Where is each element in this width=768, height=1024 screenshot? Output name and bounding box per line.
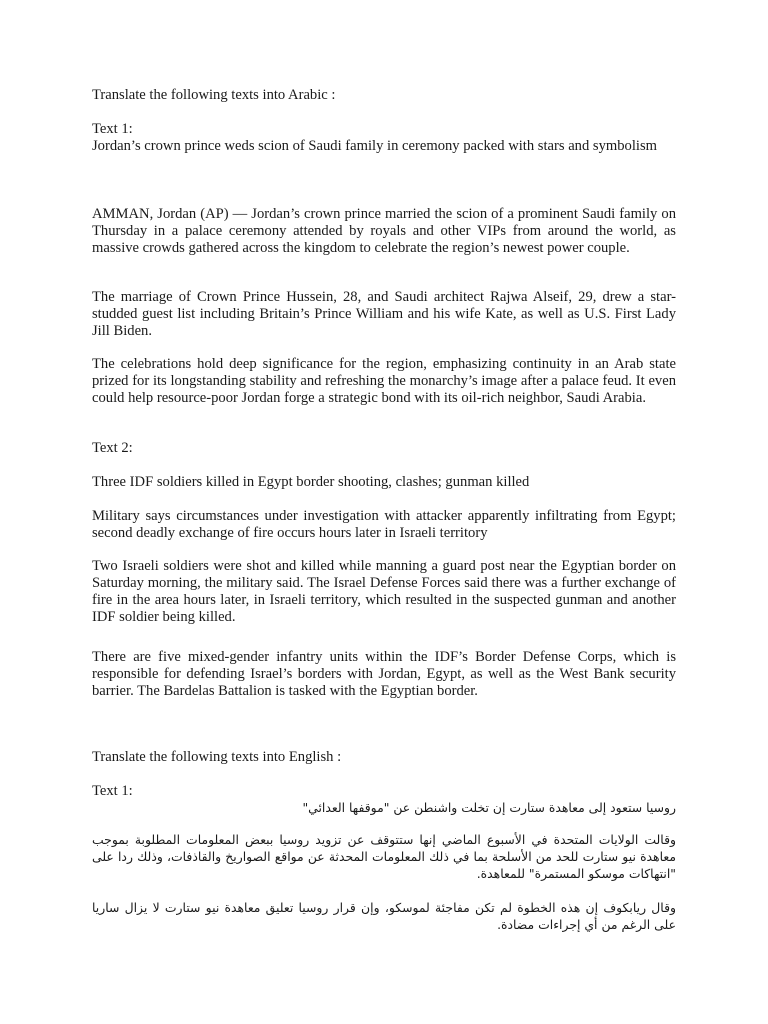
document-page [92, 0, 676, 1024]
instruction-arabic: Translate the following texts into Arabic : [92, 87, 336, 103]
text2-label: Text 2: [92, 440, 133, 456]
arabic-headline: روسيا ستعود إلى معاهدة ستارت إن تخلت واشنطن عن "موقفها العدائي" [302, 800, 676, 815]
text1-paragraph-3: The celebrations hold deep significance for the region, emphasizing continuity in an Arab state prized for its longstanding stability and refreshing the monarchy’s image after a palace feud. It even could help resource-poor Jordan forge a strategic bond with its oil-rich neighbor, Saudi Arabia. [92, 356, 676, 406]
text1-headline: Jordan’s crown prince weds scion of Saudi family in ceremony packed with stars and symbolism [92, 138, 657, 154]
text1-label: Text 1: [92, 121, 133, 137]
arabic-paragraph-2: وقال ريابكوف إن هذه الخطوة لم تكن مفاجئة لموسكو، وإن قرار روسيا تعليق معاهدة نيو ستارت لا يزال ساريا على الرغم من أي إجراءات مضادة. [92, 900, 676, 932]
text2-paragraph-2: Two Israeli soldiers were shot and killed while manning a guard post near the Egyptian border on Saturday morning, the military said. The Israel Defense Forces said there was a further exchange of fire in the area hours later, in Israeli territory, which resulted in the suspected gunman and another IDF soldier being killed. [92, 558, 676, 625]
text1-paragraph-2: The marriage of Crown Prince Hussein, 28, and Saudi architect Rajwa Alseif, 29, drew a star-studded guest list including Britain’s Prince William and his wife Kate, as well as U.S. First Lady Jill Biden. [92, 289, 676, 339]
text2-paragraph-1: Military says circumstances under investigation with attacker apparently infiltrating from Egypt; second deadly exchange of fire occurs hours later in Israeli territory [92, 508, 676, 541]
text1-paragraph-1: AMMAN, Jordan (AP) — Jordan’s crown prince married the scion of a prominent Saudi family on Thursday in a palace ceremony attended by royals and other VIPs from around the world, as massive crowds gathered across the kingdom to celebrate the region’s newest power couple. [92, 206, 676, 256]
arabic-paragraph-1: وقالت الولايات المتحدة في الأسبوع الماضي إنها ستتوقف عن تزويد روسيا ببعض المعلومات المطلوبة بموجب معاهدة نيو ستارت للحد من الأسلحة بما في ذلك المعلومات المحدثة عن مواقع الصواريخ والقاذفات، وذلك ردا على "انتهاكات موسكو المستمرة" للمعاهدة. [92, 832, 676, 881]
text2-headline: Three IDF soldiers killed in Egypt border shooting, clashes; gunman killed [92, 474, 530, 490]
text2-paragraph-3: There are five mixed-gender infantry units within the IDF’s Border Defense Corps, which is responsible for defending Israel’s borders with Jordan, Egypt, as well as the West Bank security barrier. The Bardelas Battalion is tasked with the Egyptian border. [92, 649, 676, 699]
part2-text1-label: Text 1: [92, 783, 133, 799]
instruction-english: Translate the following texts into English : [92, 749, 342, 765]
